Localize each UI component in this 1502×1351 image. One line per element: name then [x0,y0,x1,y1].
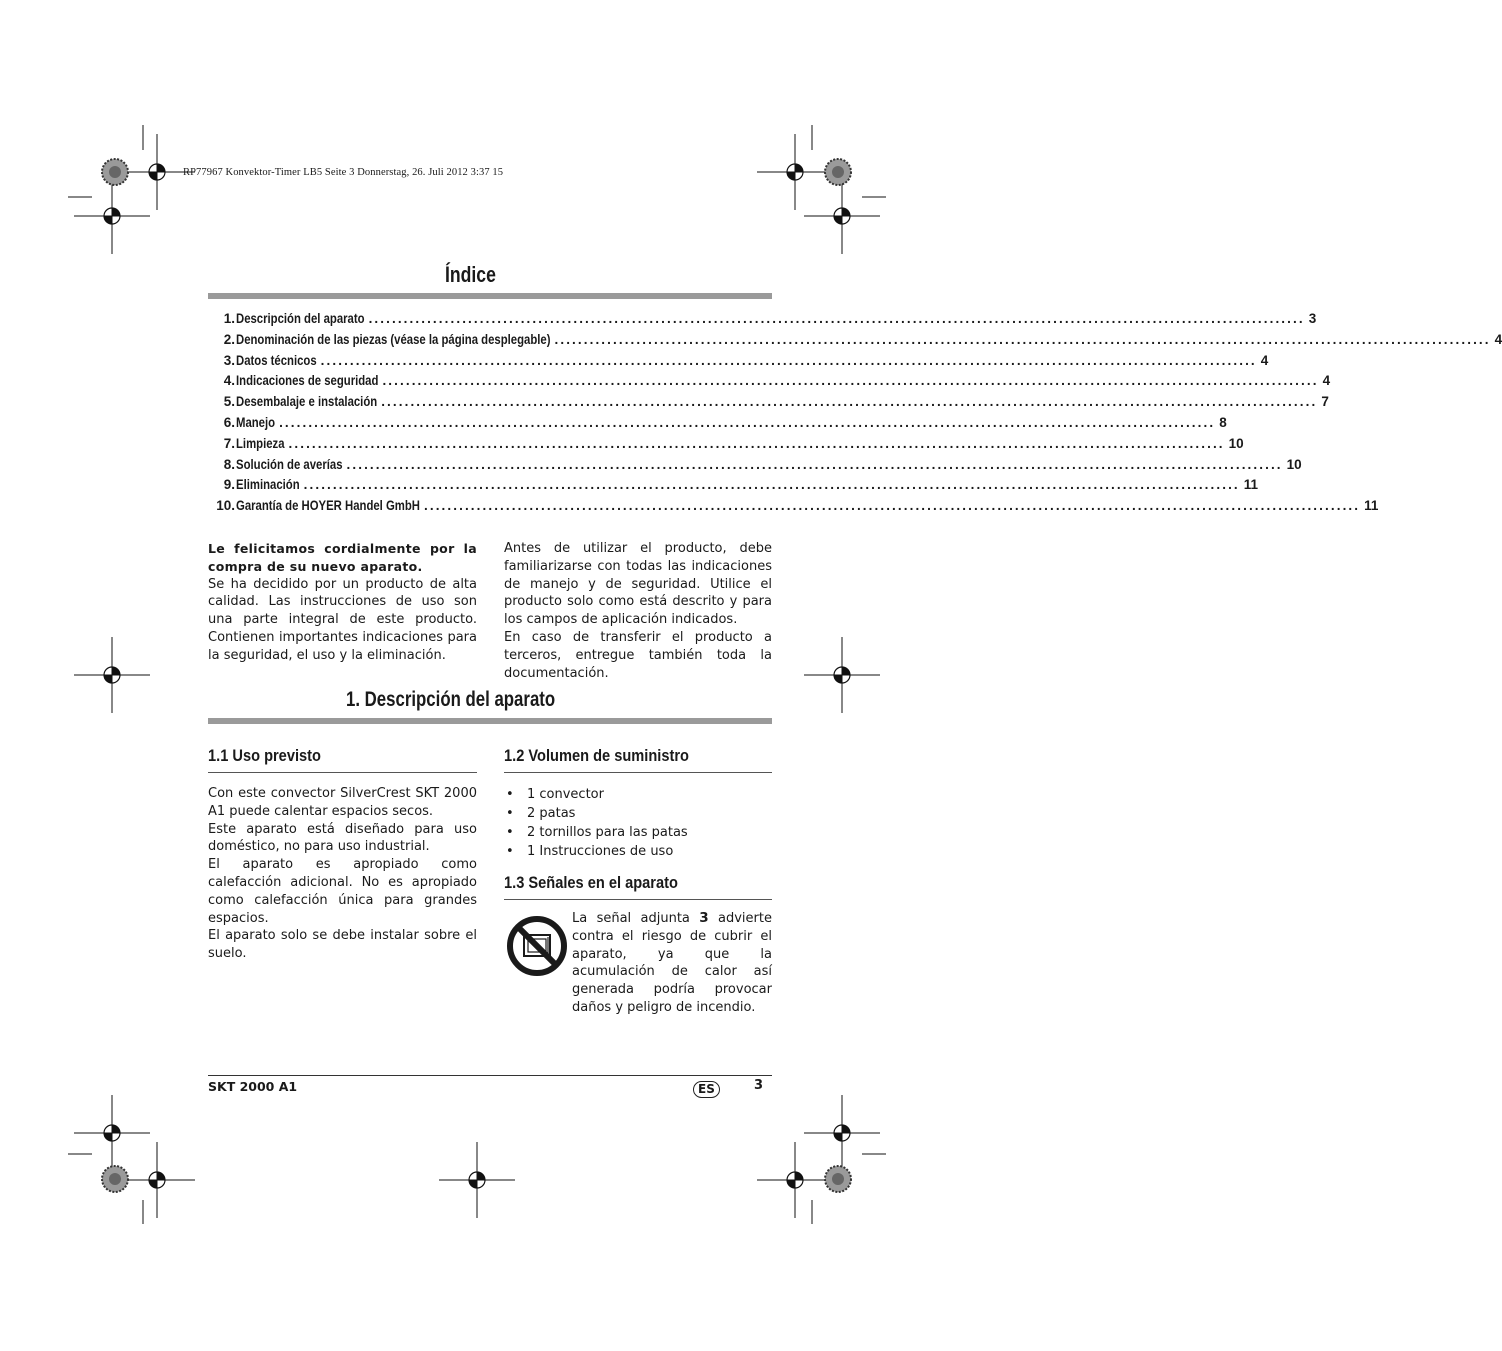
subsection-title-uso: 1.1 Uso previsto [208,746,321,765]
uso-p1: Con este convector SilverCrest SKT 2000 A1 puede calentar espacios secos. [208,786,477,819]
footer-rule [208,1075,772,1076]
toc-label: Datos técnicos [236,352,317,368]
toc-entry[interactable] [208,435,1244,454]
toc-label: Manejo [236,415,276,430]
registration-mark-icon [439,1142,515,1218]
footer-model: SKT 2000 A1 [208,1079,298,1094]
toc-entry[interactable] [208,456,1302,475]
toc-entry[interactable] [208,331,1502,350]
registration-mark-icon [757,134,833,210]
uso-p4: El aparato solo se debe instalar sobre el suelo. [208,928,477,962]
toc-number: 1. [223,311,235,326]
toc-leader: ................................................................................................................................................................ [382,373,1319,389]
color-dial-icon [825,159,851,185]
toc-number: 6. [223,415,235,430]
toc-entry[interactable] [208,311,1317,329]
index-title-bar [208,293,772,299]
subsection-title-volumen: 1.2 Volumen de suministro [504,746,689,765]
registration-mark-icon [119,1142,195,1218]
uso-text [208,785,477,963]
toc-entry[interactable] [208,498,1379,516]
toc-label: Descripción del aparato [236,311,365,326]
registration-mark-icon [74,178,150,254]
toc-leader: ................................................................................................................................................................ [279,415,1216,430]
toc-entry[interactable] [208,477,1259,495]
toc-entry[interactable] [208,352,1269,371]
toc-number: 2. [223,331,235,347]
intro-left-text: Se ha decidido por un producto de alta calidad. Las instrucciones de uso son una parte integral de este producto. Contienen importantes indicaciones para la seguridad, el uso y la eliminación. [208,576,477,663]
toc-number: 8. [223,456,235,472]
toc-label: Denominación de las piezas (véase la página desplegable) [236,331,551,347]
toc-label: Indicaciones de seguridad [236,373,379,389]
uso-p3: El aparato es apropiado como calefacción adicional. No es apropiado como calefacción única para grandes espacios. [208,857,477,926]
toc-label: Garantía de HOYER Handel GmbH [236,498,420,514]
toc-number: 10. [216,498,235,514]
intro-right [504,540,772,682]
toc-leader: ................................................................................................................................................................ [381,394,1318,410]
intro-congrats: Le felicitamos cordialmente por la compra de su nuevo aparato. [208,541,477,574]
color-dial-icon [825,1166,851,1192]
subsection-title-senales: 1.3 Señales en el aparato [504,873,678,892]
toc-leader: ................................................................................................................................................................ [320,352,1257,368]
toc-page: 8 [1219,415,1227,430]
toc-leader: ................................................................................................................................................................ [554,331,1491,347]
toc-leader: ................................................................................................................................................................ [368,311,1305,326]
language-badge: ES [693,1081,720,1098]
intro-left [208,540,477,665]
registration-mark-icon [74,1095,150,1171]
color-dial-icon [102,159,128,185]
intro-right-p2: En caso de transferir el producto a terceros, entregue también toda la documentación. [504,629,772,681]
part-number: 3 [699,910,709,926]
print-header: RP77967 Konvektor-Timer LB5 Seite 3 Donnerstag, 26. Juli 2012 3:37 15 [183,167,504,178]
toc-leader: ................................................................................................................................................................ [346,456,1283,472]
registration-mark-icon [804,178,880,254]
list-item: • 2 tornillos para las patas [504,823,772,842]
toc-page: 4 [1322,373,1331,389]
registration-mark-icon [804,1095,880,1171]
subsection-rule [504,772,772,773]
toc-page: 11 [1243,477,1259,493]
toc-entry[interactable] [208,415,1227,433]
toc-label: Solución de averías [236,456,343,472]
toc-leader: ................................................................................................................................................................ [303,477,1240,493]
toc-page: 3 [1308,311,1317,326]
toc-entry[interactable] [208,394,1329,412]
list-item: • 2 patas [504,804,772,823]
toc-number: 3. [223,352,235,368]
toc-number: 4. [223,373,235,389]
subsection-rule [208,772,477,773]
subsection-rule [504,899,772,900]
toc-entry[interactable] [208,373,1331,391]
supply-list [504,785,772,861]
toc-page: 4 [1494,331,1502,347]
toc-leader: ................................................................................................................................................................ [424,498,1361,514]
index-title: Índice [445,262,497,287]
toc-number: 9. [223,477,235,493]
toc-page: 4 [1260,352,1269,368]
section-title: 1. Descripción del aparato [346,688,556,711]
intro-right-p1: Antes de utilizar el producto, debe familiarizarse con todas las indicaciones de manejo y de seguridad. Utilice el producto solo como está descrito y para los campos de aplicación indicados. [504,541,772,628]
registration-mark-icon [757,1142,833,1218]
toc-leader: ................................................................................................................................................................ [288,435,1225,451]
toc-label: Desembalaje e instalación [236,394,378,410]
senales-text: La señal adjunta 3 advierte contra el riesgo de cubrir el aparato, ya que la acumulación de calor así generada podría provocar daños y peligro de incendio. [572,910,772,1015]
toc-number: 7. [223,435,235,451]
toc-label: Eliminación [236,477,300,493]
section-title-bar [208,718,772,724]
toc-label: Limpieza [236,435,285,451]
toc-page: 10 [1228,435,1244,451]
toc-page: 11 [1364,498,1379,514]
color-dial-icon [102,1166,128,1192]
toc-page: 10 [1286,456,1302,472]
uso-p2: Este aparato está diseñado para uso doméstico, no para uso industrial. [208,821,477,855]
list-item: • 1 Instrucciones de uso [504,842,772,861]
toc-page: 7 [1321,394,1329,410]
toc-number: 5. [223,394,235,410]
page-number: 3 [754,1078,764,1093]
list-item: • 1 convector [504,785,772,804]
no-cover-icon [506,915,568,977]
